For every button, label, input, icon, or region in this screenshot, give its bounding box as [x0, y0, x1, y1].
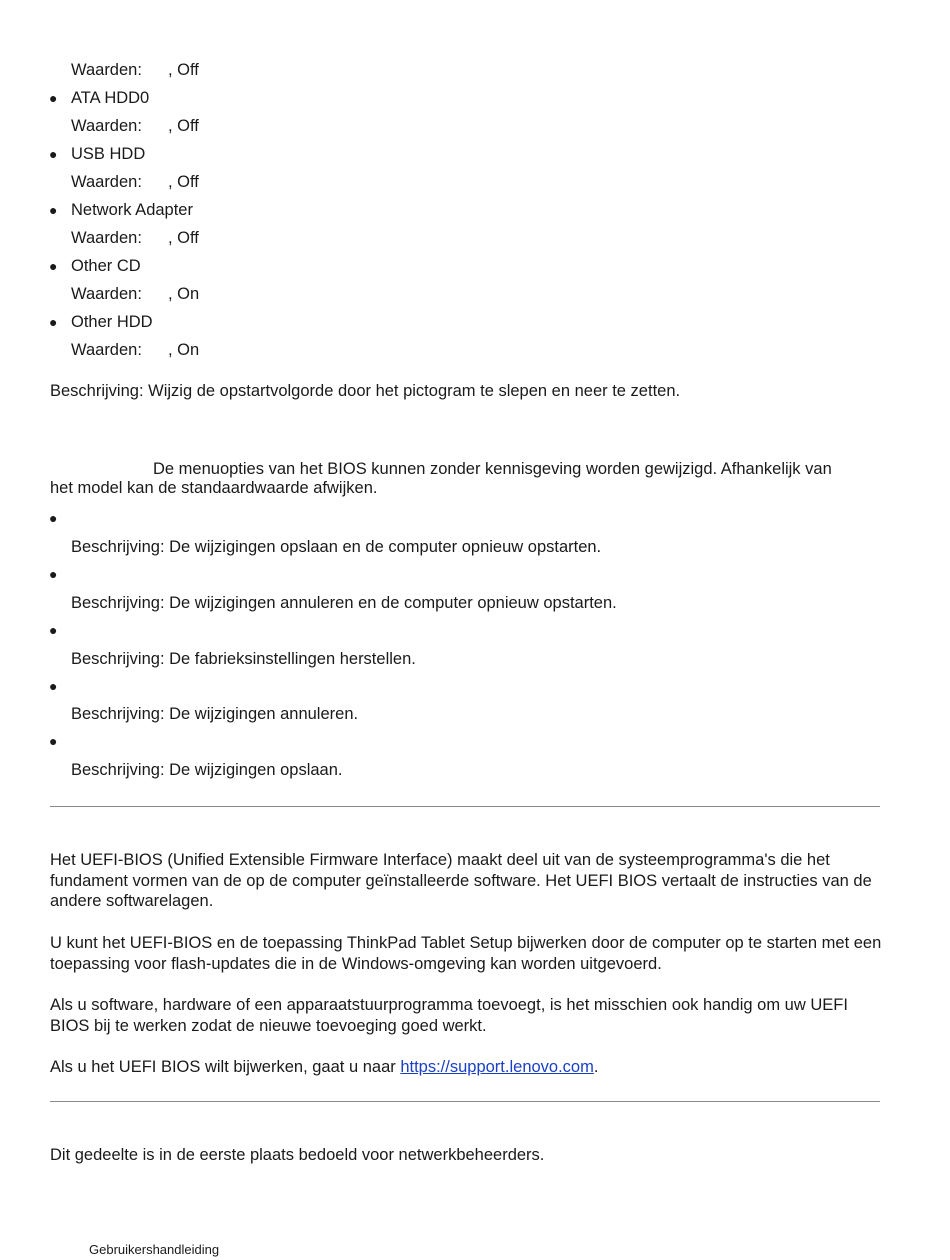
values-text: , Off	[167, 173, 199, 191]
values-label: Waarden:	[71, 285, 142, 303]
bullet-icon: ●	[49, 733, 58, 749]
bullet-icon: ●	[49, 90, 58, 106]
bullet-icon: ●	[49, 314, 58, 330]
bullet-icon: ●	[49, 258, 58, 274]
restart-note-line2: het model kan de standaardwaarde afwijken.	[50, 479, 378, 497]
boot-order-description: Beschrijving: Wijzig de opstartvolgorde door het pictogram te slepen en neer te zetten.	[50, 382, 681, 400]
uefi-paragraph-2: U kunt het UEFI-BIOS en de toepassing ThinkPad Tablet Setup bijwerken door de computer op te starten met een toepassing voor flash-updates die in de Windows-omgeving kan worden uitgevoerd.	[50, 934, 882, 973]
boot-device-label: ATA HDD0	[71, 89, 150, 107]
bullet-icon: ●	[49, 566, 58, 582]
boot-device-values	[71, 285, 199, 304]
boot-device-values	[71, 61, 199, 80]
restart-item-description: Beschrijving: De wijzigingen opslaan en de computer opnieuw opstarten.	[71, 538, 602, 556]
restart-note-line1: De menuopties van het BIOS kunnen zonder kennisgeving worden gewijzigd. Afhankelijk van	[153, 460, 832, 478]
bullet-icon: ●	[49, 146, 58, 162]
values-label: Waarden:	[71, 341, 142, 359]
restart-item-description: Beschrijving: De wijzigingen annuleren.	[71, 705, 359, 723]
section-divider	[50, 1101, 880, 1102]
restart-item-description: Beschrijving: De wijzigingen annuleren en de computer opnieuw opstarten.	[71, 594, 617, 612]
values-text: , Off	[167, 117, 199, 135]
period-text: .	[593, 1058, 599, 1076]
bullet-icon: ●	[49, 510, 58, 526]
boot-device-label: Other HDD	[71, 313, 153, 331]
bullet-icon: ●	[49, 202, 58, 218]
boot-device-values	[71, 229, 199, 248]
values-text: , Off	[167, 229, 199, 247]
boot-device-label: Other CD	[71, 257, 141, 275]
values-text: , On	[167, 341, 200, 359]
restart-item-description: Beschrijving: De fabrieksinstellingen herstellen.	[71, 650, 416, 668]
values-label: Waarden:	[71, 229, 142, 247]
values-label: Waarden:	[71, 173, 142, 191]
boot-device-label: Network Adapter	[71, 201, 193, 219]
bullet-icon: ●	[49, 622, 58, 638]
values-label: Waarden:	[71, 61, 142, 79]
footer-title: Gebruikershandleiding	[89, 1242, 220, 1257]
values-text: , On	[167, 285, 200, 303]
uefi-paragraph-3: Als u software, hardware of een apparaatstuurprogramma toevoegt, is het misschien ook handig om uw UEFI BIOS bij te werken zodat de nieuwe toevoeging goed werkt.	[50, 996, 848, 1035]
uefi-paragraph-1: Het UEFI-BIOS (Unified Extensible Firmware Interface) maakt deel uit van de systeemprogramma's die het fundament vormen van de op de computer geïnstalleerde software. Het UEFI BIOS vertaalt de instructies van de andere softwarelagen.	[50, 851, 872, 910]
uefi-update-text: Als u het UEFI BIOS wilt bijwerken, gaat u naar	[50, 1058, 401, 1076]
network-intro: Dit gedeelte is in de eerste plaats bedoeld voor netwerkbeheerders.	[50, 1146, 545, 1164]
uefi-paragraph-4	[50, 1057, 885, 1078]
boot-device-values	[71, 341, 199, 360]
section-divider	[50, 806, 880, 807]
boot-device-label: USB HDD	[71, 145, 146, 163]
values-text: , Off	[167, 61, 199, 79]
bullet-icon: ●	[49, 678, 58, 694]
values-label: Waarden:	[71, 117, 142, 135]
support-link[interactable]: https://support.lenovo.com	[400, 1058, 594, 1076]
restart-item-description: Beschrijving: De wijzigingen opslaan.	[71, 761, 343, 779]
boot-device-values	[71, 173, 199, 192]
boot-device-values	[71, 117, 199, 136]
